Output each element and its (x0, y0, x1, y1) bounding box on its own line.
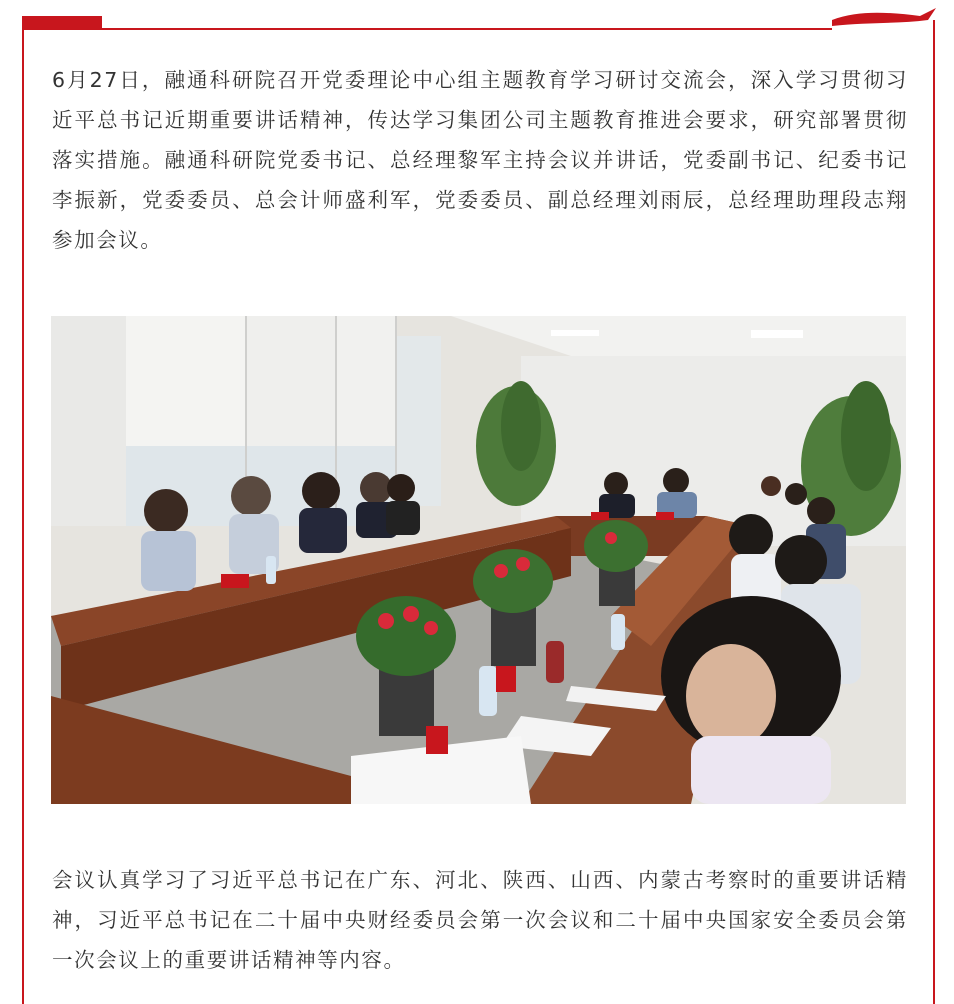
article-paragraph-2: 会议认真学习了习近平总书记在广东、河北、陕西、山西、内蒙古考察时的重要讲话精神，习近平总书记在二十届中央财经委员会第一次会议和二十届中央国家安全委员会第一次会议上的重要讲话精神等内容。 (52, 868, 908, 972)
frame-right-border (933, 20, 935, 1004)
frame-top-accent-bar (22, 16, 102, 30)
frame-left-border (22, 16, 24, 1004)
ribbon-decoration-icon (828, 6, 938, 36)
article-paragraph-1: 6月27日，融通科研院召开党委理论中心组主题教育学习研讨交流会，深入学习贯彻习近平总书记近期重要讲话精神，传达学习集团公司主题教育推进会要求，研究部署贯彻落实措施。融通科研院党委书记、总经理黎军主持会议并讲话，党委副书记、纪委书记李振新，党委委员、总会计师盛利军，党委委员、副总经理刘雨辰，总经理助理段志翔参加会议。 (52, 68, 908, 252)
frame-top-line (102, 28, 832, 30)
meeting-photo (51, 316, 906, 804)
